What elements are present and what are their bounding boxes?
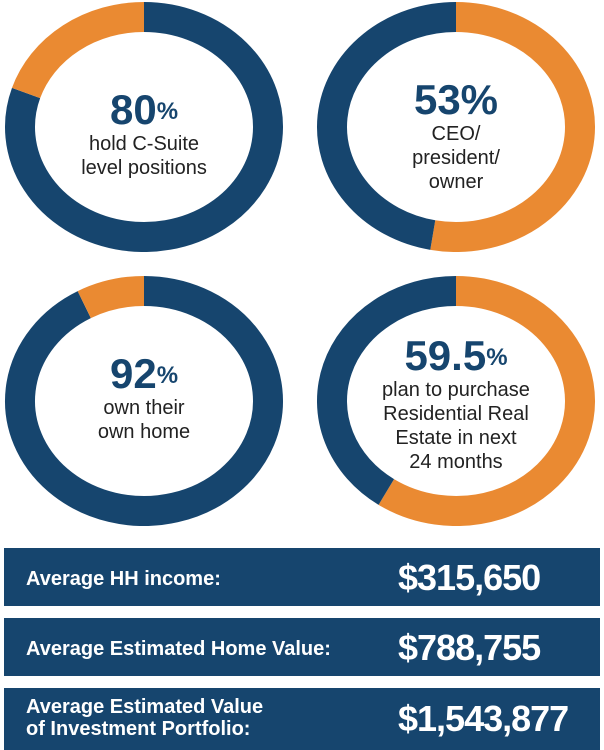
donut-c-suite-caption-line-2: level positions (81, 157, 207, 179)
stat-value-hh-income: $315,650 (398, 557, 541, 598)
donut-c-suite-caption-line-1: hold C-Suite (88, 133, 200, 155)
donut-ceo-caption-line-1: CEO/ (431, 123, 481, 145)
stat-label-investment-line-1: Average Estimated Value (26, 696, 264, 718)
donut-home-value: 92% (109, 350, 179, 397)
stat-label-hh-income: Average HH income: (26, 568, 221, 590)
donut-ceo (316, 2, 596, 252)
donut-real-estate-value: 59.5% (404, 332, 508, 379)
stat-label-investment (26, 696, 263, 740)
donut-real-estate (316, 276, 596, 526)
donut-ceo-caption-line-2: president/ (412, 147, 500, 169)
stat-value-investment: $1,543,877 (398, 698, 569, 739)
donut-c-suite-value: 80% (109, 86, 179, 133)
donut-ceo-value: 53% (413, 76, 499, 123)
percent-sign: % (486, 344, 508, 371)
stat-label-home-value: Average Estimated Home Value: (26, 638, 331, 660)
donut-ceo-caption-line-3: owner (428, 171, 484, 193)
donut-segment-remainder (84, 291, 144, 305)
donut-real-estate-caption-line-4: 24 months (409, 451, 503, 473)
stat-bar-investment (4, 688, 600, 750)
donut-segment-remainder (26, 17, 144, 93)
stat-value-home-value: $788,755 (398, 627, 541, 668)
stat-bar-home-value (4, 618, 600, 676)
donut-real-estate-caption-line-1: plan to purchase (382, 379, 530, 401)
stat-label-investment-line-2: of Investment Portfolio: (26, 718, 251, 740)
donut-home (4, 276, 284, 526)
donut-real-estate-caption-line-3: Estate in next (395, 427, 517, 449)
donut-c-suite (4, 2, 284, 252)
stat-bar-hh-income (4, 548, 600, 606)
donut-home-caption-line-2: own home (97, 421, 191, 443)
donut-real-estate-caption-line-2: Residential Real (383, 403, 529, 425)
percent-sign: % (156, 98, 179, 125)
donut-home-caption-line-1: own their (103, 397, 185, 419)
percent-sign: % (156, 362, 179, 389)
